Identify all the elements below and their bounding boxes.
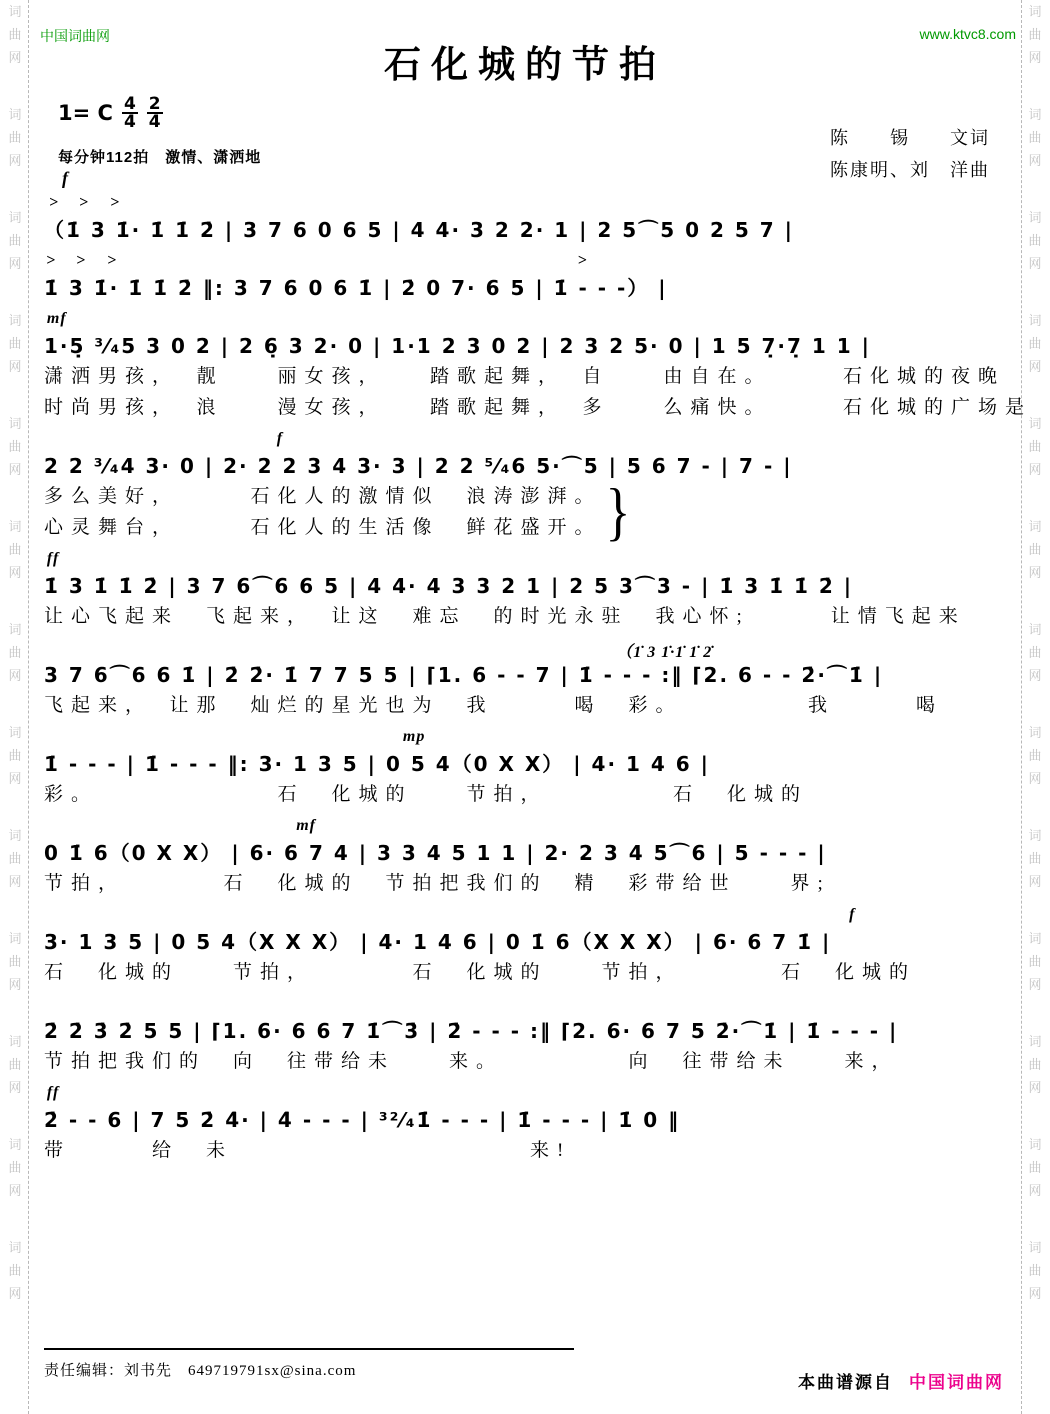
editor-note: 责任编辑：刘书先 649719791sx@sina.com xyxy=(44,1348,574,1380)
watermark-char: 曲 xyxy=(8,233,22,248)
music-system-9 xyxy=(44,906,1014,988)
music-system-2 xyxy=(44,252,1014,303)
notation-line: 1·5̣ ³⁄₄5 3 0 2 | 2 6̣ 3 2· 0 | 1·1 2 3 0 2 | 2 3 2 5· 0 | 1 5 7̣·7̣ 1 1 | xyxy=(44,334,871,358)
watermark-group xyxy=(2,1030,28,1099)
watermark-char: 网 xyxy=(1028,359,1042,374)
watermark-char: 曲 xyxy=(1028,954,1042,969)
watermark-char: 曲 xyxy=(8,542,22,557)
watermark-char: 词 xyxy=(8,313,22,328)
meter-numerator: 4 xyxy=(123,94,136,114)
lyrics-block xyxy=(44,476,1014,548)
watermark-group xyxy=(2,1236,28,1305)
site-link-right[interactable]: www.ktvc8.com xyxy=(919,26,1016,42)
watermark-char: 网 xyxy=(8,977,22,992)
watermark-char: 曲 xyxy=(1028,645,1042,660)
watermark-char: 词 xyxy=(1028,313,1042,328)
watermark-group xyxy=(2,618,28,687)
watermark-char: 曲 xyxy=(8,1263,22,1278)
lyric-line: 石 化城的 节拍， 石 化城的 节拍， 石 化城的 xyxy=(44,962,917,983)
opening-dynamic: f xyxy=(62,168,68,188)
watermark-char: 词 xyxy=(8,725,22,740)
watermark-char: 曲 xyxy=(1028,233,1042,248)
watermark-char: 曲 xyxy=(1028,851,1042,866)
watermark-char: 词 xyxy=(1028,519,1042,534)
watermark-char: 词 xyxy=(1028,416,1042,431)
watermark-group xyxy=(1022,1030,1048,1099)
music-system-6 xyxy=(44,639,1014,721)
music-system-1 xyxy=(44,194,1014,245)
watermark-group xyxy=(1022,1133,1048,1202)
meter-numerator: 2 xyxy=(148,94,161,114)
watermark-char: 网 xyxy=(1028,565,1042,580)
watermark-group xyxy=(1022,824,1048,893)
watermark-char: 曲 xyxy=(1028,1263,1042,1278)
watermark-char: 网 xyxy=(8,462,22,477)
music-system-5 xyxy=(44,550,1014,632)
watermark-char: 曲 xyxy=(1028,748,1042,763)
watermark-char: 曲 xyxy=(8,1160,22,1175)
music-system-7 xyxy=(44,728,1014,810)
notation-line: 2̇ 2̇ 3̇ 2̇ 5 5 | ⌈1. 6· 6 6 7 1̇⌒3̇ | 2̇ - - - :‖ ⌈2. 6· 6 7 5 2̇·⌒1̇ | 1̇ - - - | xyxy=(44,1019,899,1043)
meter-2-4 xyxy=(147,96,163,130)
key-label: 1= C xyxy=(58,101,113,125)
lyric-line: 心灵舞台， 石化人的生活像 鲜花盛开。 xyxy=(44,517,602,538)
dynamic-mark: ff xyxy=(46,550,60,567)
music-system-11 xyxy=(44,1084,1014,1166)
watermark-char: 曲 xyxy=(8,954,22,969)
watermark-char: 词 xyxy=(8,1137,22,1152)
watermark-char: 词 xyxy=(8,416,22,431)
lyrics-brace: } xyxy=(605,476,631,548)
watermark-char: 网 xyxy=(8,1286,22,1301)
watermark-char: 网 xyxy=(8,1183,22,1198)
watermark-char: 网 xyxy=(8,874,22,889)
lyrics-block xyxy=(44,1135,1014,1166)
watermark-char: 网 xyxy=(1028,874,1042,889)
dynamic-mark: > xyxy=(577,252,588,269)
notation-line: 1̇ 3 1̇· 1̇ 1̇ 2̇ ‖: 3 7 6 0 6 1̇ | 2̇ 0 7· 6 5 | 1̇ - - -） | xyxy=(44,276,668,300)
lyrics-block xyxy=(44,868,1014,899)
watermark-group xyxy=(2,206,28,275)
watermark-char: 词 xyxy=(8,622,22,637)
watermark-group xyxy=(1022,206,1048,275)
watermark-char: 曲 xyxy=(1028,439,1042,454)
credits-block xyxy=(830,122,990,186)
watermark-group xyxy=(1022,618,1048,687)
watermark-char: 词 xyxy=(1028,210,1042,225)
lyrics-block xyxy=(44,361,1033,423)
watermark-char: 词 xyxy=(8,828,22,843)
dynamic-mark: （1̇ 3 1̇·1̇ 1̇ 2̇ xyxy=(616,644,713,661)
site-link-left[interactable]: 中国词曲网 xyxy=(40,28,110,44)
lyrics-block xyxy=(44,690,1014,721)
watermark-char: 网 xyxy=(1028,1286,1042,1301)
dynamic-mark: > xyxy=(107,252,118,269)
watermark-char: 词 xyxy=(8,519,22,534)
notation-line: 3· 1 3 5 | 0 5 4（X X X） | 4· 1 4 6 | 0 1̇ 6（X X X） | 6· 6 7 1̇ | xyxy=(44,930,832,954)
meter-4-4 xyxy=(122,96,138,130)
music-system-3 xyxy=(44,310,1033,423)
lyrics-block xyxy=(44,957,1014,988)
watermark-char: 网 xyxy=(1028,1080,1042,1095)
watermark-group xyxy=(2,309,28,378)
lyric-line: 彩。 石 化城的 节拍， 石 化城的 xyxy=(44,784,809,805)
notation-line: 3 7 6⌒6 6 1̇ | 2̇ 2̇· 1̇ 7 7 5 5 | ⌈1. 6 - - 7 | 1̇ - - - :‖ ⌈2. 6 - - 2̇·⌒1̇ | xyxy=(44,663,884,687)
watermark-group xyxy=(1022,103,1048,172)
watermark-group xyxy=(1022,0,1048,69)
watermark-char: 网 xyxy=(1028,771,1042,786)
song-title: 石化城的节拍 xyxy=(384,45,666,86)
watermark-char: 曲 xyxy=(8,851,22,866)
lyric-line: 节拍把我们的 向 往带给未 来。 向 往带给未 来， xyxy=(44,1051,899,1072)
watermark-char: 网 xyxy=(8,1080,22,1095)
source-label: 本曲谱源自 xyxy=(798,1373,893,1392)
watermark-char: 曲 xyxy=(8,748,22,763)
watermark-char: 网 xyxy=(8,359,22,374)
dynamic-mark: f xyxy=(849,906,856,923)
dynamic-mark: > xyxy=(78,194,90,211)
watermark-group xyxy=(1022,927,1048,996)
watermark-char: 词 xyxy=(1028,1240,1042,1255)
watermark-char: 词 xyxy=(8,931,22,946)
watermark-char: 词 xyxy=(8,4,22,19)
watermark-char: 曲 xyxy=(8,27,22,42)
meter-denominator: 4 xyxy=(148,112,161,132)
watermark-char: 词 xyxy=(1028,828,1042,843)
watermark-char: 词 xyxy=(1028,931,1042,946)
lyric-line: 飞起来， 让那 灿烂的星光也为 我 喝 彩。 我 喝 xyxy=(44,695,944,716)
notation-line: 2 2 ³⁄₄4 3· 0 | 2· 2 2 3 4 3· 3 | 2 2 ⁵⁄₄6 5·⌒5 | 5 6 7 - | 7 - | xyxy=(44,454,793,478)
lyric-line: 节拍， 石 化城的 节拍把我们的 精 彩带给世 界; xyxy=(44,873,831,894)
watermark-char: 词 xyxy=(1028,725,1042,740)
watermark-group xyxy=(2,927,28,996)
watermark-group xyxy=(2,103,28,172)
systems xyxy=(44,194,1033,1173)
dynamic-mark: f xyxy=(276,430,284,447)
dynamic-mark: mf xyxy=(46,310,67,327)
right-watermark-column xyxy=(1021,0,1048,1414)
music-system-4 xyxy=(44,430,1014,548)
watermark-char: 词 xyxy=(1028,622,1042,637)
watermark-char: 网 xyxy=(1028,153,1042,168)
watermark-char: 词 xyxy=(8,210,22,225)
dynamic-mark: mf xyxy=(296,817,316,834)
dynamic-mark: > xyxy=(45,252,57,269)
dynamic-mark: > xyxy=(76,252,87,269)
lyrics-block xyxy=(44,779,1014,810)
left-watermark-column xyxy=(2,0,29,1414)
watermark-group xyxy=(2,824,28,893)
watermark-group xyxy=(1022,515,1048,584)
watermark-char: 网 xyxy=(1028,462,1042,477)
watermark-group xyxy=(2,515,28,584)
watermark-char: 网 xyxy=(1028,977,1042,992)
watermark-char: 曲 xyxy=(1028,336,1042,351)
notation-line: 1̇ 3 1̇ 1̇ 2̇ | 3 7 6⌒6 6 5 | 4 4· 4 3 3 2 1 | 2 5 3⌒3 - | 1̇ 3 1̇ 1̇ 2̇ | xyxy=(44,574,854,598)
dynamic-mark: ff xyxy=(46,1084,60,1101)
dynamic-mark: > xyxy=(109,194,121,211)
dynamic-mark: > xyxy=(48,194,59,211)
meter-denominator: 4 xyxy=(123,112,136,132)
watermark-char: 曲 xyxy=(8,645,22,660)
watermark-char: 词 xyxy=(1028,1137,1042,1152)
lyric-line: 带 给 未 来! xyxy=(44,1140,572,1161)
notation-line: 2̇ - - 6 | 7 5 2̇ 4̇· | 4̇ - - - | ³²⁄₄1̇ - - - | 1̇ - - - | 1̇ 0 ‖ xyxy=(44,1108,681,1132)
watermark-char: 网 xyxy=(1028,668,1042,683)
watermark-char: 曲 xyxy=(8,336,22,351)
watermark-char: 词 xyxy=(8,107,22,122)
source-note xyxy=(798,1368,1004,1393)
watermark-char: 网 xyxy=(1028,50,1042,65)
watermark-char: 网 xyxy=(8,668,22,683)
watermark-group xyxy=(2,721,28,790)
lyric-line: 时尚男孩， 浪 漫女孩， 踏歌起舞， 多 么痛快。 石化城的广场是 xyxy=(44,397,1033,418)
source-site-link[interactable]: 中国词曲网 xyxy=(909,1373,1004,1392)
watermark-group xyxy=(2,412,28,481)
watermark-group xyxy=(1022,1236,1048,1305)
notation-line: 1̇ - - - | 1̇ - - - ‖: 3· 1 3 5 | 0 5 4（0 X X） | 4· 1 4 6 | xyxy=(44,752,710,776)
lyric-line: 多么美好， 石化人的激情似 浪涛澎湃。 xyxy=(44,486,602,507)
watermark-char: 词 xyxy=(1028,107,1042,122)
lyric-line: 潇洒男孩， 靓 丽女孩， 踏歌起舞， 自 由自在。 石化城的夜晚 xyxy=(44,366,1006,387)
watermark-char: 网 xyxy=(8,50,22,65)
music-system-8 xyxy=(44,817,1014,899)
watermark-char: 网 xyxy=(8,565,22,580)
watermark-char: 网 xyxy=(8,256,22,271)
watermark-char: 词 xyxy=(8,1240,22,1255)
lyric-line: 让心飞起来 飞起来， 让这 难忘 的时光永驻 我心怀; 让情飞起来 xyxy=(44,606,966,627)
watermark-char: 曲 xyxy=(8,1057,22,1072)
dynamic-mark: mp xyxy=(402,728,426,745)
watermark-char: 网 xyxy=(8,153,22,168)
watermark-char: 曲 xyxy=(1028,542,1042,557)
watermark-group xyxy=(2,0,28,69)
notation-line: （1̇ 3 1̇· 1̇ 1̇ 2̇ | 3 7 6 0 6 5 | 4 4· 3 2 2· 1 | 2 5⌒5 0 2 5 7 | xyxy=(44,218,794,242)
watermark-char: 词 xyxy=(1028,4,1042,19)
composer-credit: 陈康明、刘 洋曲 xyxy=(830,160,990,180)
lyricist-credit: 陈 锡 文词 xyxy=(830,128,990,148)
watermark-char: 曲 xyxy=(1028,130,1042,145)
watermark-group xyxy=(2,1133,28,1202)
watermark-char: 词 xyxy=(1028,1034,1042,1049)
notation-line: 0 1̇ 6（0 X X） | 6· 6 7 4 | 3 3 4 5 1 1 | 2· 2 3 4 5⌒6 | 5 - - - | xyxy=(44,841,827,865)
watermark-char: 词 xyxy=(8,1034,22,1049)
watermark-char: 曲 xyxy=(1028,27,1042,42)
watermark-group xyxy=(1022,721,1048,790)
watermark-char: 网 xyxy=(8,771,22,786)
key-signature xyxy=(58,96,163,130)
watermark-char: 曲 xyxy=(1028,1160,1042,1175)
watermark-char: 曲 xyxy=(8,439,22,454)
lyrics-block xyxy=(44,601,1014,632)
music-system-10 xyxy=(44,995,1014,1077)
watermark-char: 网 xyxy=(1028,1183,1042,1198)
lyrics-block xyxy=(44,1046,1014,1077)
watermark-char: 曲 xyxy=(8,130,22,145)
watermark-char: 曲 xyxy=(1028,1057,1042,1072)
tempo-marking: 每分钟112拍 激情、潇洒地 xyxy=(58,149,262,166)
watermark-char: 网 xyxy=(1028,256,1042,271)
